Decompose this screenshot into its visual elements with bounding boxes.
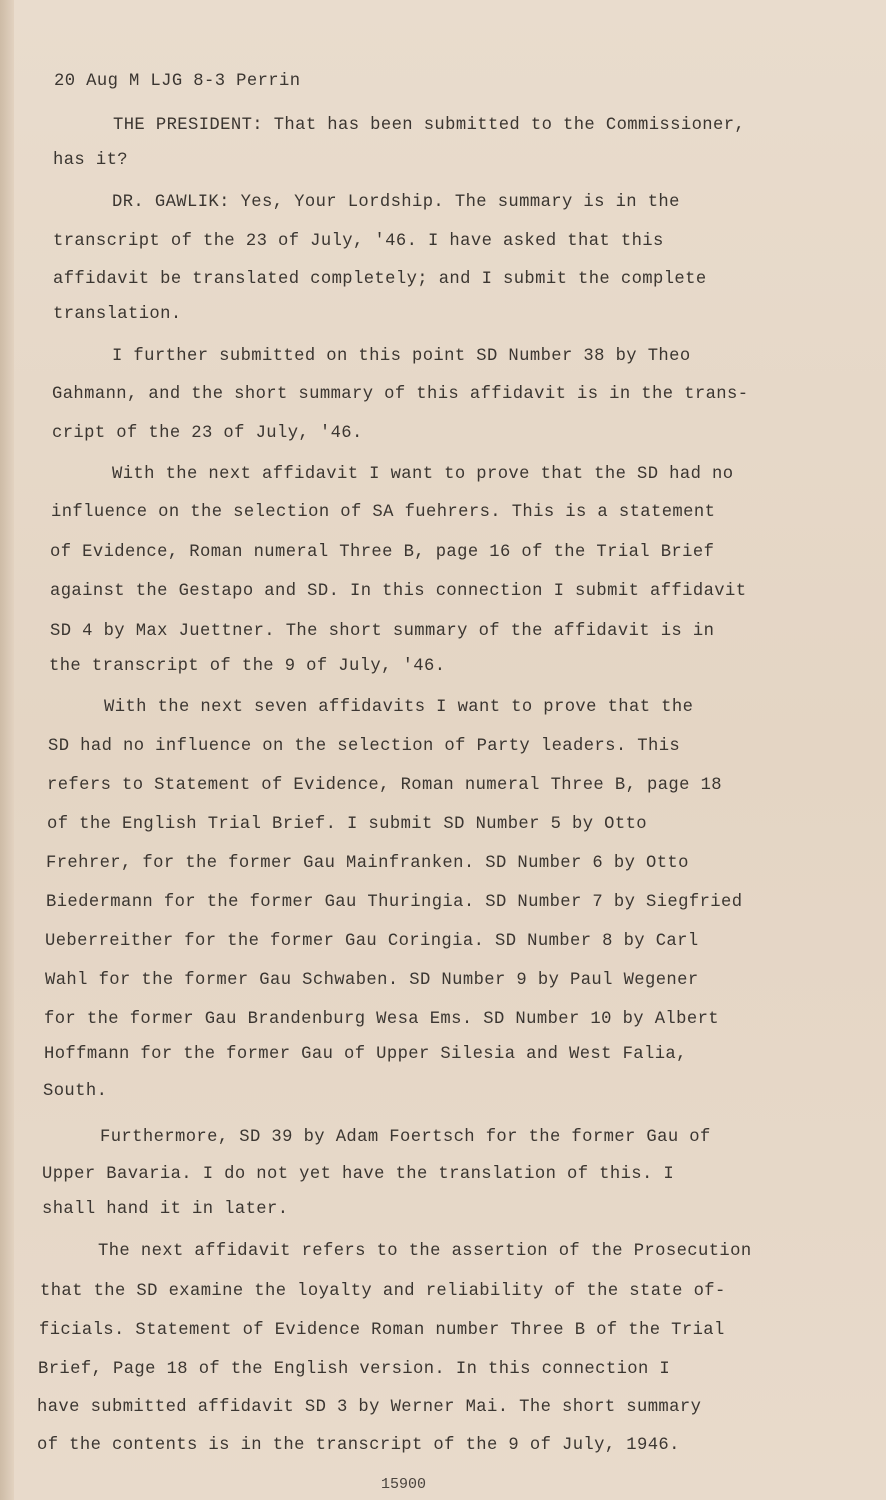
text-line: affidavit be translated completely; and I submit the complete [53, 270, 707, 289]
text-line: of the English Trial Brief. I submit SD Number 5 by Otto [47, 815, 647, 834]
text-line: Gahmann, and the short summary of this affidavit is in the trans- [52, 385, 749, 404]
text-line: cript of the 23 of July, '46. [52, 424, 363, 443]
text-line: translation. [53, 305, 182, 324]
text-line: Frehrer, for the former Gau Mainfranken. SD Number 6 by Otto [46, 854, 689, 873]
text-line: The next affidavit refers to the assertion of the Prosecution [98, 1242, 752, 1261]
text-line: transcript of the 23 of July, '46. I have asked that this [53, 232, 664, 251]
text-line: South. [43, 1082, 108, 1101]
text-line: Brief, Page 18 of the English version. In this connection I [38, 1360, 671, 1379]
text-line: SD 4 by Max Juettner. The short summary of the affidavit is in [50, 622, 715, 641]
text-line: have submitted affidavit SD 3 by Werner Mai. The short summary [37, 1398, 702, 1417]
text-line: Ueberreither for the former Gau Coringia. SD Number 8 by Carl [45, 932, 699, 951]
text-line: for the former Gau Brandenburg Wesa Ems. SD Number 10 by Albert [44, 1010, 719, 1029]
page-number: 15900 [381, 1476, 427, 1493]
text-line: of the contents is in the transcript of the 9 of July, 1946. [37, 1436, 680, 1455]
text-line: DR. GAWLIK: Yes, Your Lordship. The summary is in the [112, 193, 680, 212]
text-line: Biedermann for the former Gau Thuringia. SD Number 7 by Siegfried [46, 893, 743, 912]
text-line: has it? [53, 151, 128, 170]
text-line: THE PRESIDENT: That has been submitted to the Commissioner, [113, 116, 746, 135]
text-line: Furthermore, SD 39 by Adam Foertsch for the former Gau of [100, 1128, 711, 1147]
text-line: refers to Statement of Evidence, Roman numeral Three B, page 18 [47, 776, 722, 795]
text-line: I further submitted on this point SD Number 38 by Theo [112, 347, 691, 366]
text-line: the transcript of the 9 of July, '46. [49, 657, 446, 676]
text-line: With the next affidavit I want to prove that the SD had no [112, 465, 734, 484]
document-header: 20 Aug M LJG 8-3 Perrin [54, 72, 301, 91]
text-line: Upper Bavaria. I do not yet have the translation of this. I [42, 1165, 675, 1184]
text-line: influence on the selection of SA fuehrers. This is a statement [51, 503, 716, 522]
text-line: ficials. Statement of Evidence Roman number Three B of the Trial [39, 1321, 725, 1340]
text-line: Hoffmann for the former Gau of Upper Silesia and West Falia, [44, 1045, 687, 1064]
text-line: that the SD examine the loyalty and reliability of the state of- [40, 1282, 726, 1301]
text-line: of Evidence, Roman numeral Three B, page 16 of the Trial Brief [50, 543, 715, 562]
text-line: shall hand it in later. [42, 1200, 289, 1219]
torn-left-edge [0, 0, 14, 1500]
text-line: Wahl for the former Gau Schwaben. SD Number 9 by Paul Wegener [45, 971, 699, 990]
text-line: With the next seven affidavits I want to prove that the [104, 698, 694, 717]
text-line: against the Gestapo and SD. In this connection I submit affidavit [50, 582, 747, 601]
text-line: SD had no influence on the selection of Party leaders. This [48, 737, 681, 756]
